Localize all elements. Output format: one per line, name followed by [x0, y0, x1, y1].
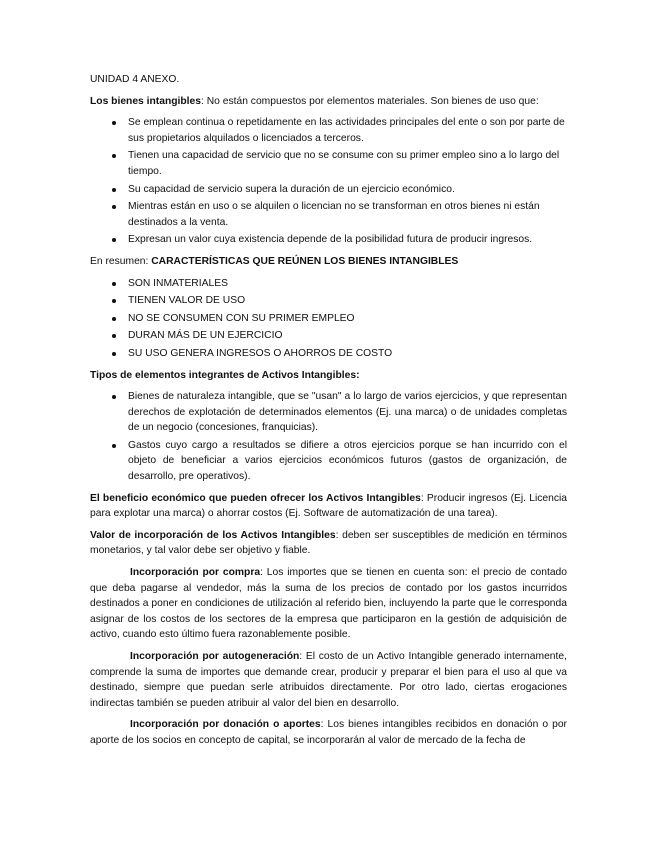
list-item: NO SE CONSUMEN CON SU PRIMER EMPLEO — [90, 311, 567, 327]
bullet-icon — [112, 352, 116, 356]
bullet-icon — [112, 121, 116, 125]
valor-paragraph: Valor de incorporación de los Activos Intangibles: deben ser susceptibles de medición en términos monetarios, y tal valor debe ser objetivo y fiable. — [90, 529, 568, 557]
list-item: DURAN MÁS DE UN EJERCICIO — [90, 328, 567, 344]
list-item: TIENEN VALOR DE USO — [90, 293, 567, 309]
bullet-icon — [112, 154, 116, 158]
bullet-icon — [112, 334, 116, 338]
tipos-list — [90, 389, 567, 485]
autogeneracion-paragraph: Incorporación por autogeneración: El costo de un Activo Intangible generado internamente, comprende la suma de importes que demande crear, producir y preparar el bien para el uso al que va destinado, siempre que puedan serle atribuidos directamente. Por otro lado, ciertas erogaciones indirectas también se pueden atribuir al valor del bien en desarrollo. — [90, 651, 567, 709]
intro-term: Los bienes intangibles — [90, 95, 201, 107]
beneficio-paragraph: El beneficio económico que pueden ofrecer los Activos Intangibles: Producir ingresos (Ej. Licencia para explotar una marca) o ahorrar costos (Ej. Software de automatización de una tarea). — [90, 492, 568, 520]
caracteristicas-list — [90, 276, 567, 362]
resumen-heading: En resumen: CARACTERÍSTICAS QUE REÚNEN LOS BIENES INTANGIBLES — [90, 255, 459, 267]
bullet-icon — [112, 444, 116, 448]
bullet-icon — [112, 299, 116, 303]
uso-list — [90, 115, 567, 248]
list-item: Mientras están en uso o se alquilen o licencian no se transforman en otros bienes ni están destinados a la venta. — [90, 199, 567, 230]
list-item: Tienen una capacidad de servicio que no se consume con su primer empleo sino a lo largo del tiempo. — [90, 148, 567, 179]
document-page — [90, 72, 567, 755]
bullet-icon — [112, 282, 116, 286]
bullet-icon — [112, 238, 116, 242]
intro-text: : No están compuestos por elementos materiales. Son bienes de uso que: — [201, 95, 539, 107]
bullet-icon — [112, 317, 116, 321]
list-item: Bienes de naturaleza intangible, que se "usan" a lo largo de varios ejercicios, y que representan derechos de explotación de determinados elementos (Ej. una marca) o de unidades completas de un negocio (concesiones, franquicias). — [90, 389, 567, 436]
unit-heading: UNIDAD 4 ANEXO. — [90, 74, 180, 85]
list-item: Expresan un valor cuya existencia depende de la posibilidad futura de producir ingresos. — [90, 232, 567, 248]
donacion-paragraph: Incorporación por donación o aportes: Los bienes intangibles recibidos en donación o por aporte de los socios en concepto de capital, se incorporarán al valor de mercado de la fecha de — [90, 719, 567, 746]
bullet-icon — [112, 395, 116, 399]
compra-paragraph: Incorporación por compra: Los importes que se tienen en cuenta son: el precio de contado que deba pagarse al vendedor, más la suma de los precios de contado por los gastos incurridos destinados a poner en condiciones de utilización al referido bien, incluyendo la parte que le corresponda asignar de los costos de los sectores de la empresa que participaron en la gestión de adquisición de activo, cuando esto último fuera razonablemente posible. — [90, 567, 567, 641]
list-item: SON INMATERIALES — [90, 276, 567, 292]
bullet-icon — [112, 205, 116, 209]
list-item: SU USO GENERA INGRESOS O AHORROS DE COSTO — [90, 346, 567, 362]
tipos-heading: Tipos de elementos integrantes de Activos Intangibles: — [90, 369, 360, 381]
intro-paragraph — [90, 94, 567, 110]
list-item: Gastos cuyo cargo a resultados se difiere a otros ejercicios porque se han incurrido con el objeto de beneficiar a varios ejercicios económicos futuros (gastos de organización, de desarrollo, pre operativos). — [90, 438, 567, 485]
list-item: Su capacidad de servicio supera la duración de un ejercicio económico. — [90, 182, 567, 198]
list-item: Se emplean continua o repetidamente en las actividades principales del ente o son por parte de sus propietarios alquilados o licenciados a terceros. — [90, 115, 567, 146]
bullet-icon — [112, 188, 116, 192]
